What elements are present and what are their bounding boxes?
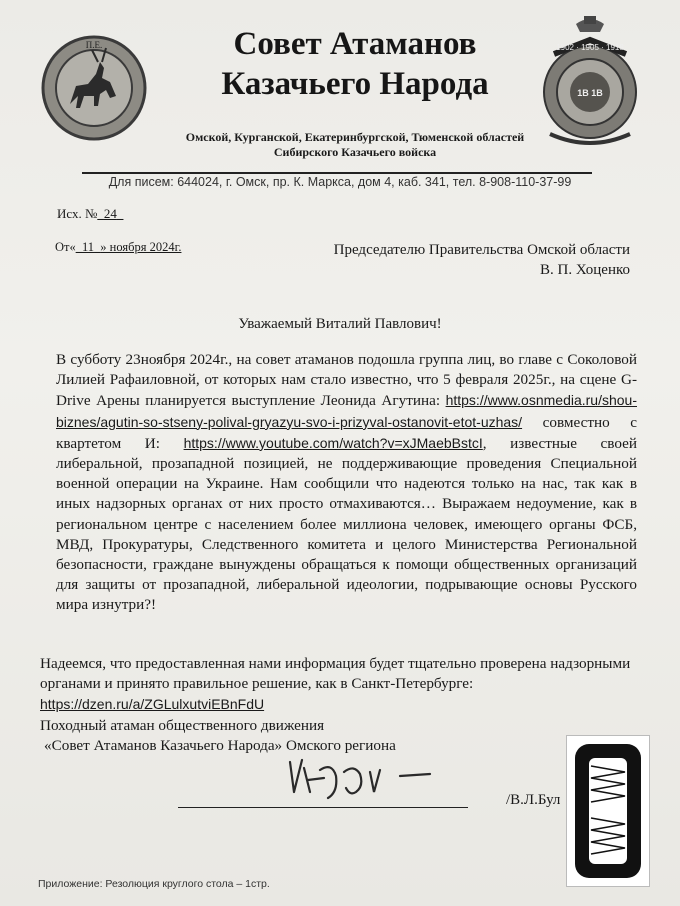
date-prefix: От« xyxy=(55,240,76,254)
letter-closing xyxy=(40,654,640,756)
dzen-link[interactable]: https://dzen.ru/a/ZGLulxutviEBnFdU xyxy=(40,696,265,713)
ref-label: Исх. № xyxy=(57,206,98,221)
addressee-block xyxy=(290,240,630,280)
addressee-title: Председателю Правительства Омской области xyxy=(333,242,630,258)
signature-line xyxy=(178,807,468,808)
letter-date xyxy=(55,240,181,255)
organization-subtitle xyxy=(150,130,560,160)
outgoing-number xyxy=(57,206,123,222)
organization-title xyxy=(150,24,560,104)
signer-name: /В.Л.Бул xyxy=(506,792,561,808)
date-rest: » ноября 2024г. xyxy=(100,240,182,254)
badge-years: 1902 · 1905 · 1918 xyxy=(556,43,624,52)
signer-role: Походный атаман общественного движения xyxy=(40,716,325,734)
header-divider xyxy=(82,172,592,174)
salutation: Уважаемый Виталий Павлович! xyxy=(238,316,442,332)
ref-number: _24_ xyxy=(97,206,124,221)
postal-address: Для писем: 644024, г. Омск, пр. К. Маркса, дом 4, каб. 341, тел. 8-908-110-37-99 xyxy=(108,175,572,189)
osnmedia-link[interactable]: https://www.osnmedia.ru/shou-biznes/agutin-so-stseny-polival-gryazyu-svo-i-prizyval-ostanovit-etot-uzhas/ xyxy=(56,392,637,430)
body-text-1: В субботу 23ноября 2024г., на совет атаманов подошла группа лиц, во главе с Соколовой Лилией Рафаиловной, от которых нам стало известно, что 5 февраля 2025г., на сцене G-Drive Арены планируется выступление Леонида Агутина: xyxy=(56,351,637,410)
badge-center-text: 1B 1B xyxy=(577,88,603,98)
overlay-badge xyxy=(566,735,650,887)
cossack-seal-icon xyxy=(40,34,148,142)
closing-paragraph: Надеемся, что предоставленная нами информация будет тщательно проверена надзорными органами и принято правильное решение, как в Санкт-Петербурге: xyxy=(40,655,631,693)
seal-top-text: П.Е. xyxy=(85,40,103,50)
letter-body xyxy=(56,350,637,616)
title-line-2: Казачьего Народа xyxy=(221,66,489,102)
title-line-1: Совет Атаманов xyxy=(233,26,477,62)
subtitle-line-1: Омской, Курганской, Екатеринбургской, Тюменской областей xyxy=(185,130,525,144)
date-day: _11_ xyxy=(75,240,101,254)
body-text-3: , известные своей либеральной, прозападной позицией, не поддерживающие проведения Специальной военной операции на Украине. Нам сообщили что надеются только на нас, так как в иных надзорных органах от них просто отмахиваются… Выражаем недоумение, как в региональном центре с населением более миллиона человек, имеющего органы ФСБ, МВД, Прокуратуры, Следственного комитета и целого Министерства Региональной безопасности, граждане вынуждены обращаться к помощи общественных организаций для защиты от прозападной, либеральной идеологии, подрывающие основы Русского мира изнутри?! xyxy=(56,434,637,614)
youtube-link[interactable]: https://www.youtube.com/watch?v=xJMaebBstcI xyxy=(183,434,483,451)
subtitle-line-2: Сибирского Казачьего войска xyxy=(273,145,437,159)
handwritten-signature xyxy=(280,752,480,802)
signer-organization: «Совет Атаманов Казачьего Народа» Омского региона xyxy=(44,736,396,754)
zero-emblem-icon xyxy=(567,736,649,886)
body-text-2: совместно с квартетом И: xyxy=(56,413,637,452)
addressee-name: В. П. Хоценко xyxy=(540,262,630,278)
appendix-note: Приложение: Резолюция круглого стола – 1стр. xyxy=(38,878,270,890)
